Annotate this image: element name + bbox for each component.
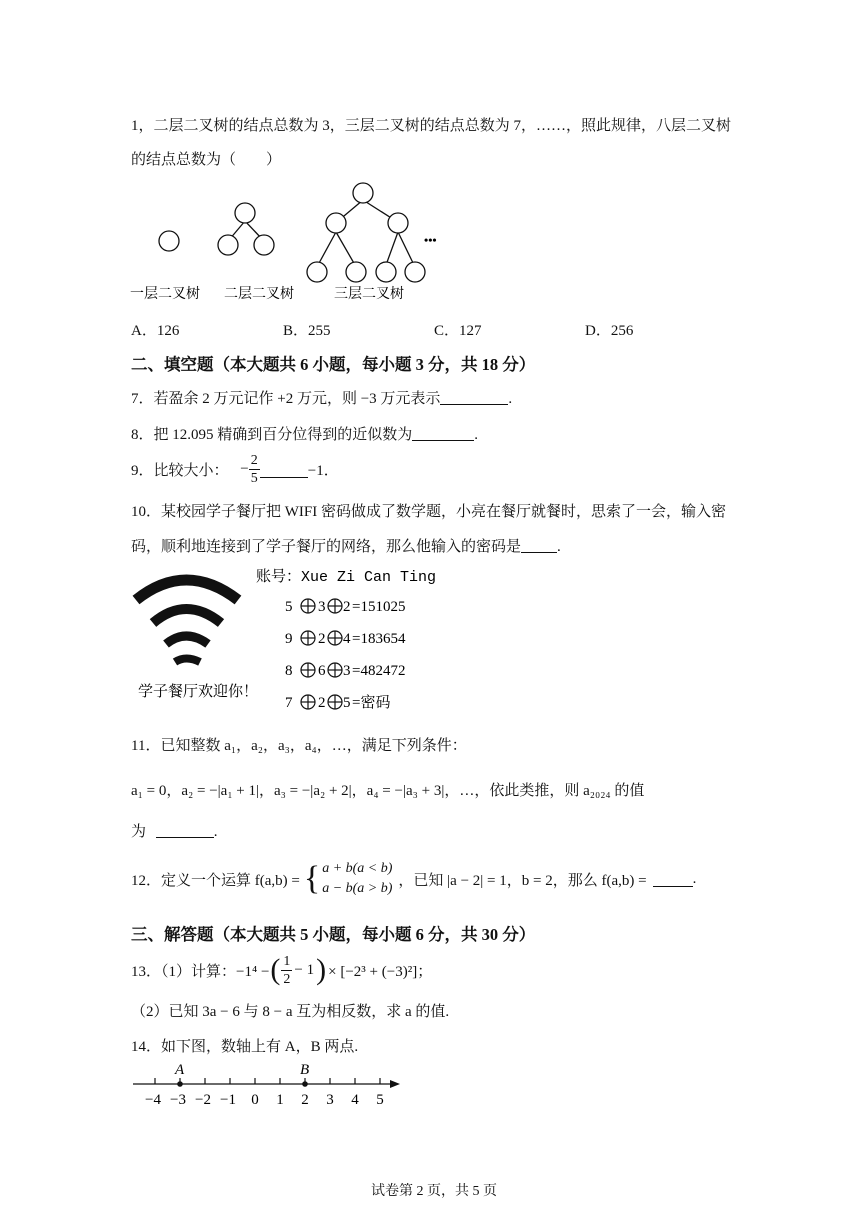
- tick-label: −3: [170, 1092, 186, 1108]
- q13-part2: （2）已知 3a − 6 与 8 − a 互为相反数，求 a 的值.: [131, 1004, 450, 1020]
- svg-text:2: 2: [318, 631, 326, 647]
- svg-text:=183654: =183654: [352, 631, 406, 647]
- tree3-node: [307, 262, 327, 282]
- tree-label-2: 二层二叉树: [224, 285, 294, 301]
- svg-text:3: 3: [343, 663, 351, 679]
- svg-text:6: 6: [318, 663, 326, 679]
- svg-text:7: 7: [285, 695, 293, 711]
- tick-label: −4: [145, 1092, 161, 1108]
- wifi-equations: [285, 599, 406, 711]
- tree-ellipsis: •••: [424, 233, 437, 247]
- number-line: [128, 1060, 418, 1110]
- tree3-node: [376, 262, 396, 282]
- tree2-node: [218, 235, 238, 255]
- tick-label: −2: [195, 1092, 211, 1108]
- tick-label: 0: [251, 1092, 259, 1108]
- q1-option-a: A．126: [131, 323, 180, 339]
- wifi-eq-1: [285, 599, 405, 615]
- svg-text:5: 5: [343, 695, 351, 711]
- svg-text:3: 3: [318, 599, 326, 615]
- q8: 8．把 12.095 精确到百分位得到的近似数为 .: [131, 427, 479, 443]
- q1-option-c: C．127: [434, 323, 482, 339]
- point-a-label: A: [175, 1062, 185, 1078]
- q11-line2: a₁ = 0，a₂ = −|a₁ + 1|，a₃ = −|a₂ + 2|，a₄ = −|a₃ + 3|，…，依此类推，则 a₂₀₂₄ 的值: [131, 783, 645, 799]
- tree-label-1: 一层二叉树: [130, 285, 200, 301]
- point-b-label: B: [300, 1062, 310, 1078]
- section-2-heading: 二、填空题（本大题共 6 小题，每小题 3 分，共 18 分）: [131, 355, 536, 374]
- tick-label: 2: [301, 1092, 309, 1108]
- svg-text:=151025: =151025: [352, 599, 406, 615]
- tree2-node: [254, 235, 274, 255]
- q10-line1: 10．某校园学子餐厅把 WIFI 密码做成了数学题，小亮在餐厅就餐时，思索了一会，输入密: [131, 504, 726, 520]
- wifi-eq-3: [285, 663, 405, 679]
- tick-label: 1: [276, 1092, 284, 1108]
- svg-text:5: 5: [285, 599, 293, 615]
- q12: 12．定义一个运算 f(a,b) = { a + b(a < b) a − b(a > b) ，已知 |a − 2| = 1，b = 2，那么 f(a,b) = .: [131, 860, 697, 897]
- svg-text:2: 2: [343, 599, 351, 615]
- tree1-node: [159, 231, 179, 251]
- svg-text:2: 2: [318, 695, 326, 711]
- wifi-eq-4: [285, 694, 390, 711]
- wifi-welcome: 学子餐厅欢迎你！: [138, 683, 259, 700]
- svg-text:=密码: =密码: [352, 695, 391, 711]
- wifi-figure: [128, 565, 448, 715]
- tree3-node: [405, 262, 425, 282]
- q7: 7．若盈余 2 万元记作 +2 万元，则 −3 万元表示 .: [131, 391, 513, 407]
- q1-option-b: B．255: [283, 323, 331, 339]
- tree3-node: [346, 262, 366, 282]
- tree3-node: [388, 213, 408, 233]
- q1-line1: 1，二层二叉树的结点总数为 3，三层二叉树的结点总数为 7，……，照此规律，八层二叉树: [131, 118, 732, 134]
- q11-line3: 为 .: [131, 824, 218, 840]
- section-3-heading: 三、解答题（本大题共 5 小题，每小题 6 分，共 30 分）: [131, 925, 536, 944]
- point-a: [177, 1081, 183, 1087]
- q10-line2: 码，顺利地连接到了学子餐厅的网络，那么他输入的密码是 .: [131, 539, 561, 555]
- tree2-node: [235, 203, 255, 223]
- tick-label: −1: [220, 1092, 236, 1108]
- wifi-account: 账号：Xue Zi Can Ting: [256, 569, 437, 586]
- q1-option-d: D．256: [585, 323, 634, 339]
- tick-label: 4: [351, 1092, 359, 1108]
- tree3-node: [326, 213, 346, 233]
- q9: 9．比较大小： − $\frac{2}{5}$ −1．: [131, 453, 339, 486]
- binary-tree-figure: [128, 178, 448, 308]
- svg-text:4: 4: [343, 631, 351, 647]
- q14-text: 14．如下图，数轴上有 A，B 两点.: [131, 1039, 359, 1055]
- tick-label: 5: [376, 1092, 384, 1108]
- q1-line2: 的结点总数为（ ）: [131, 152, 282, 168]
- page-footer: 试卷第 2 页，共 5 页: [371, 1184, 497, 1199]
- tick-label: 3: [326, 1092, 334, 1108]
- svg-text:=482472: =482472: [352, 663, 406, 679]
- tree3-node: [353, 183, 373, 203]
- number-line-arrow: [390, 1080, 400, 1088]
- wifi-eq-2: [285, 631, 406, 647]
- svg-text:8: 8: [285, 663, 293, 679]
- point-b: [302, 1081, 308, 1087]
- q13-part1: 13．（1）计算：−1⁴ − ( $\frac{1}{2}$ − 1 ) × [−2³ + (−3)²]；: [131, 953, 433, 987]
- tree-label-3: 三层二叉树: [334, 285, 404, 301]
- svg-text:9: 9: [285, 631, 293, 647]
- wifi-icon: [136, 580, 238, 662]
- q11-line1: 11．已知整数 a₁，a₂，a₃，a₄，…，满足下列条件：: [131, 738, 467, 754]
